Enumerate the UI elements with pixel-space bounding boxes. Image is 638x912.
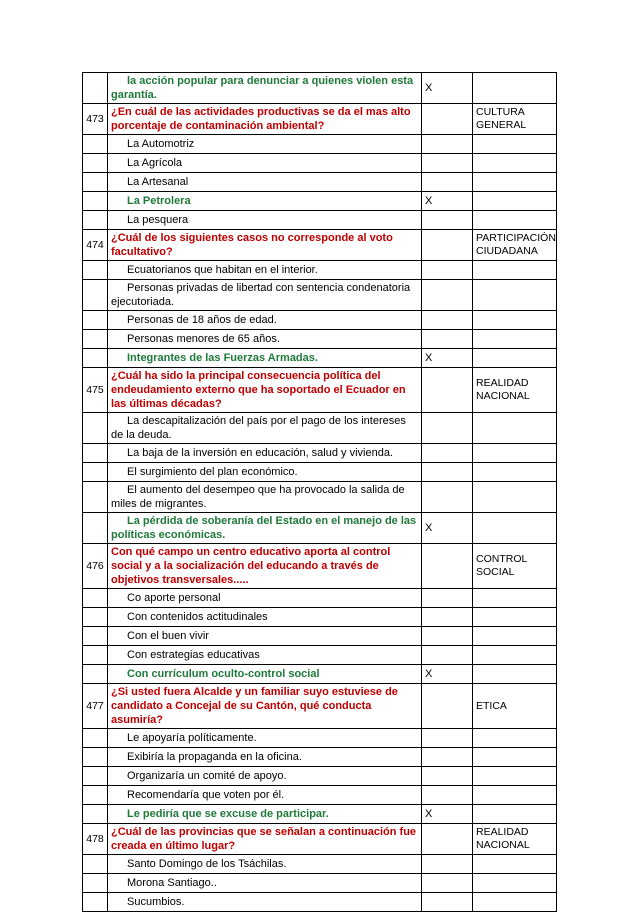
question-number: 474 [83, 230, 108, 261]
question-number [83, 805, 108, 824]
question-category: ETICA [473, 684, 557, 729]
question-row [83, 230, 557, 261]
answer-text [108, 154, 422, 173]
answer-mark [422, 748, 473, 767]
answer-text [108, 589, 422, 608]
answer-label: Con el buen vivir [127, 630, 209, 642]
answer-label: Personas de 18 años de edad. [127, 314, 277, 326]
answer-label: Personas menores de 65 años. [127, 333, 280, 345]
answer-label: La Artesanal [127, 176, 189, 188]
correct-answer-text [108, 665, 422, 684]
answer-text [108, 855, 422, 874]
answer-label: Morona Santiago.. [127, 877, 217, 889]
answer-row [83, 855, 557, 874]
question-number [83, 893, 108, 912]
answer-mark: X [422, 805, 473, 824]
answer-row [83, 173, 557, 192]
answer-text [108, 330, 422, 349]
question-category [473, 786, 557, 805]
question-text: ¿Cuál de las provincias que se señalan a continuación fue creada en último lugar? [108, 824, 422, 855]
answer-label: Ecuatorianos que habitan en el interior. [127, 264, 318, 276]
answer-label: El surgimiento del plan económico. [127, 466, 298, 478]
answer-label: Sucumbios. [127, 896, 185, 908]
question-category: REALIDAD NACIONAL [473, 824, 557, 855]
answer-mark [422, 684, 473, 729]
answer-mark [422, 211, 473, 230]
answer-row [83, 748, 557, 767]
answer-row [83, 463, 557, 482]
answer-text [108, 729, 422, 748]
answer-row [83, 729, 557, 748]
question-text: ¿Cuál ha sido la principal consecuencia política del endeudamiento externo que ha soportado el Ecuador en las últimas décadas? [108, 368, 422, 413]
question-number [83, 330, 108, 349]
question-number [83, 786, 108, 805]
answer-mark [422, 786, 473, 805]
answer-text [108, 893, 422, 912]
question-category [473, 767, 557, 786]
answer-label: Con estrategias educativas [127, 649, 260, 661]
question-category [473, 192, 557, 211]
answer-row [83, 893, 557, 912]
answer-row [83, 874, 557, 893]
answer-mark [422, 589, 473, 608]
answer-row [83, 589, 557, 608]
answer-mark [422, 173, 473, 192]
question-text: ¿En cuál de las actividades productivas se da el mas alto porcentaje de contaminación ambiental? [108, 104, 422, 135]
question-number: 478 [83, 824, 108, 855]
question-row [83, 684, 557, 729]
answer-text [108, 135, 422, 154]
answer-text [108, 767, 422, 786]
question-number [83, 280, 108, 311]
answer-mark [422, 729, 473, 748]
answer-mark [422, 261, 473, 280]
answer-mark [422, 444, 473, 463]
question-category [473, 211, 557, 230]
answer-mark: X [422, 665, 473, 684]
question-number [83, 173, 108, 192]
answer-mark [422, 330, 473, 349]
question-number [83, 261, 108, 280]
quiz-table-body [83, 73, 557, 912]
question-text: Con qué campo un centro educativo aporta al control social y a la socialización del educando a través de objetivos transversales..... [108, 544, 422, 589]
correct-answer-text [108, 192, 422, 211]
question-category [473, 893, 557, 912]
answer-text [108, 311, 422, 330]
question-category [473, 855, 557, 874]
answer-text [108, 627, 422, 646]
answer-mark [422, 135, 473, 154]
question-category [473, 349, 557, 368]
question-number [83, 444, 108, 463]
answer-row [83, 311, 557, 330]
question-number [83, 748, 108, 767]
answer-mark [422, 544, 473, 589]
question-number [83, 874, 108, 893]
answer-row [83, 646, 557, 665]
answer-row [83, 665, 557, 684]
question-category [473, 173, 557, 192]
question-row [83, 544, 557, 589]
answer-mark [422, 874, 473, 893]
question-category: CONTROL SOCIAL [473, 544, 557, 589]
question-number [83, 463, 108, 482]
question-category [473, 463, 557, 482]
answer-mark [422, 608, 473, 627]
question-number: 473 [83, 104, 108, 135]
answer-row [83, 413, 557, 444]
question-number: 476 [83, 544, 108, 589]
answer-mark [422, 824, 473, 855]
answer-row [83, 135, 557, 154]
question-category [473, 135, 557, 154]
answer-row [83, 444, 557, 463]
answer-label: Con contenidos actitudinales [127, 611, 268, 623]
answer-mark: X [422, 349, 473, 368]
answer-mark [422, 311, 473, 330]
answer-row [83, 608, 557, 627]
answer-text: El aumento del desempeo que ha provocado la salida de miles de migrantes. [108, 482, 422, 513]
question-category [473, 513, 557, 544]
question-category [473, 646, 557, 665]
question-category [473, 73, 557, 104]
question-number [83, 349, 108, 368]
answer-mark [422, 230, 473, 261]
question-number [83, 855, 108, 874]
answer-text: Personas privadas de libertad con sentencia condenatoria ejecutoriada. [108, 280, 422, 311]
question-category [473, 154, 557, 173]
question-number [83, 627, 108, 646]
question-number [83, 729, 108, 748]
question-category [473, 729, 557, 748]
question-number [83, 665, 108, 684]
answer-row [83, 482, 557, 513]
question-number [83, 646, 108, 665]
question-number [83, 413, 108, 444]
question-category [473, 311, 557, 330]
answer-row [83, 280, 557, 311]
answer-mark [422, 767, 473, 786]
question-category [473, 665, 557, 684]
answer-mark: X [422, 73, 473, 104]
answer-label: Le pediría que se excuse de participar. [127, 808, 329, 820]
answer-text [108, 463, 422, 482]
question-text: ¿Cuál de los siguientes casos no corresponde al voto facultativo? [108, 230, 422, 261]
question-number [83, 482, 108, 513]
answer-row [83, 192, 557, 211]
answer-mark [422, 482, 473, 513]
answer-row [83, 330, 557, 349]
answer-mark [422, 463, 473, 482]
answer-row [83, 261, 557, 280]
question-number [83, 73, 108, 104]
question-number [83, 154, 108, 173]
answer-text [108, 608, 422, 627]
question-category: CULTURA GENERAL [473, 104, 557, 135]
correct-answer-text: La pérdida de soberanía del Estado en el manejo de las políticas económicas. [108, 513, 422, 544]
answer-mark [422, 104, 473, 135]
question-category: REALIDAD NACIONAL [473, 368, 557, 413]
answer-mark [422, 893, 473, 912]
question-number: 475 [83, 368, 108, 413]
answer-row [83, 627, 557, 646]
answer-mark: X [422, 513, 473, 544]
answer-row [83, 786, 557, 805]
answer-row [83, 805, 557, 824]
answer-mark [422, 154, 473, 173]
question-row [83, 368, 557, 413]
correct-answer-text: la acción popular para denunciar a quienes violen esta garantía. [108, 73, 422, 104]
answer-label: La baja de la inversión en educación, salud y vivienda. [127, 447, 394, 459]
answer-text [108, 173, 422, 192]
answer-label: Organizaría un comité de apoyo. [127, 770, 287, 782]
answer-label: La Agrícola [127, 157, 183, 169]
question-category [473, 627, 557, 646]
question-number [83, 192, 108, 211]
question-number [83, 767, 108, 786]
question-category [473, 589, 557, 608]
answer-label: La pesquera [127, 214, 189, 226]
question-category [473, 874, 557, 893]
question-category [473, 280, 557, 311]
question-category [473, 444, 557, 463]
answer-mark: X [422, 192, 473, 211]
question-category [473, 748, 557, 767]
correct-answer-text [108, 805, 422, 824]
answer-row [83, 767, 557, 786]
question-number: 477 [83, 684, 108, 729]
question-category: PARTICIPACIÓN CIUDADANA [473, 230, 557, 261]
answer-text [108, 261, 422, 280]
answer-label: Le apoyaría políticamente. [127, 732, 257, 744]
question-text: ¿Si usted fuera Alcalde y un familiar suyo estuviese de candidato a Concejal de su Cantón, qué conducta asumiría? [108, 684, 422, 729]
answer-text [108, 646, 422, 665]
answer-label: Exibiría la propaganda en la oficina. [127, 751, 302, 763]
answer-text [108, 748, 422, 767]
answer-text: La descapitalización del país por el pago de los intereses de la deuda. [108, 413, 422, 444]
question-category [473, 413, 557, 444]
question-number [83, 608, 108, 627]
answer-mark [422, 413, 473, 444]
answer-text [108, 444, 422, 463]
question-row [83, 104, 557, 135]
answer-row [83, 349, 557, 368]
question-number [83, 513, 108, 544]
answer-text [108, 786, 422, 805]
answer-text [108, 874, 422, 893]
answer-row [83, 513, 557, 544]
answer-label: Co aporte personal [127, 592, 221, 604]
answer-label: La Automotriz [127, 138, 195, 150]
answer-mark [422, 627, 473, 646]
question-category [473, 261, 557, 280]
answer-mark [422, 646, 473, 665]
answer-label: Santo Domingo de los Tsáchilas. [127, 858, 287, 870]
answer-mark [422, 368, 473, 413]
question-category [473, 805, 557, 824]
quiz-table [82, 72, 557, 912]
question-number [83, 311, 108, 330]
question-number [83, 135, 108, 154]
answer-mark [422, 855, 473, 874]
question-category [473, 330, 557, 349]
answer-row [83, 211, 557, 230]
answer-row [83, 154, 557, 173]
question-number [83, 211, 108, 230]
question-category [473, 608, 557, 627]
correct-answer-text [108, 349, 422, 368]
answer-text [108, 211, 422, 230]
answer-label: Recomendaría que voten por él. [127, 789, 285, 801]
question-number [83, 589, 108, 608]
answer-label: La Petrolera [127, 195, 191, 207]
answer-label: Con currículum oculto-control social [127, 668, 320, 680]
question-category [473, 482, 557, 513]
answer-label: Integrantes de las Fuerzas Armadas. [127, 352, 318, 364]
answer-mark [422, 280, 473, 311]
answer-row [83, 73, 557, 104]
question-row [83, 824, 557, 855]
